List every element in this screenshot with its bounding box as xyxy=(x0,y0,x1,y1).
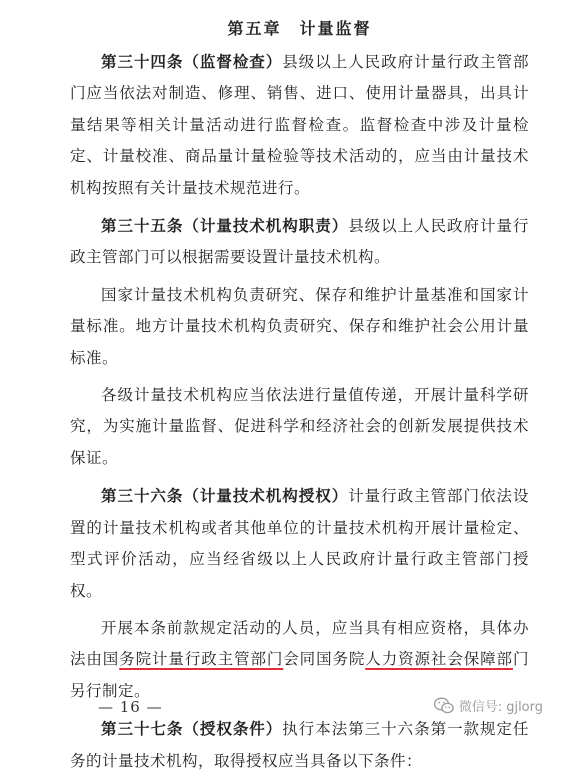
article-text: 执行本法第三十六条第一款规定任务的计量技术机构，取得授权应当具备以下条件： xyxy=(70,720,529,770)
article-heading: 第三十七条（授权条件） xyxy=(101,719,283,739)
paragraph-text: 会同国务院 xyxy=(283,650,366,669)
wechat-watermark xyxy=(434,696,543,715)
underlined-phrase: 务院计量行政主管部门 xyxy=(119,650,284,669)
article-36 xyxy=(70,480,529,607)
article-heading: 第三十四条（监督检查） xyxy=(101,52,283,71)
page-number: — 16 — xyxy=(98,698,163,716)
article-heading: 第三十六条（计量技术机构授权） xyxy=(101,486,349,506)
article-34 xyxy=(70,46,529,204)
paragraph-text: 国家计量技术机构负责研究、保存和维护计量基准和国家计量标准。地方计量技术机构负责研究、保存和维护社会公用计量标准。 xyxy=(70,285,529,367)
paragraph-text: 开展本条前款规定活动的人员，应当具有相应资格，具体办法由国 xyxy=(70,618,529,669)
paragraph-text: 各级计量技术机构应当依法进行量值传递，开展计量科学研究，为实施计量监督、促进科学和经济社会的创新发展提供技术保证。 xyxy=(70,386,529,467)
paragraph xyxy=(70,280,529,374)
paragraph xyxy=(70,380,529,474)
article-heading: 第三十五条（计量技术机构职责） xyxy=(101,216,349,236)
wechat-icon xyxy=(434,697,454,714)
underlined-phrase: 人力资源社会保障部 xyxy=(365,650,513,669)
watermark-label: 微信号: gjlorg xyxy=(458,700,543,715)
article-text: 县级以上人民政府计量行政主管部门应当依法对制造、修理、销售、进口、使用计量器具，出具计量结果等相关计量活动进行监督检查。监督检查中涉及计量检定、计量校准、商品量计量检验等技术活动的，应当由计量技术机构按照有关计量技术规范进行。 xyxy=(70,53,529,197)
article-37 xyxy=(70,713,529,777)
underlined-paragraph xyxy=(70,613,529,707)
paragraph-text: 门另行制定。 xyxy=(70,650,529,700)
chapter-title: 第五章 计量监督 xyxy=(227,19,372,38)
article-35 xyxy=(70,210,529,274)
article-text: 计量行政主管部门依法设置的计量技术机构或者其他单位的计量技术机构开展计量检定、型式评价活动，应当经省级以上人民政府计量行政主管部门授权。 xyxy=(70,487,529,600)
article-text: 县级以上人民政府计量行政主管部门可以根据需要设置计量技术机构。 xyxy=(70,217,529,267)
